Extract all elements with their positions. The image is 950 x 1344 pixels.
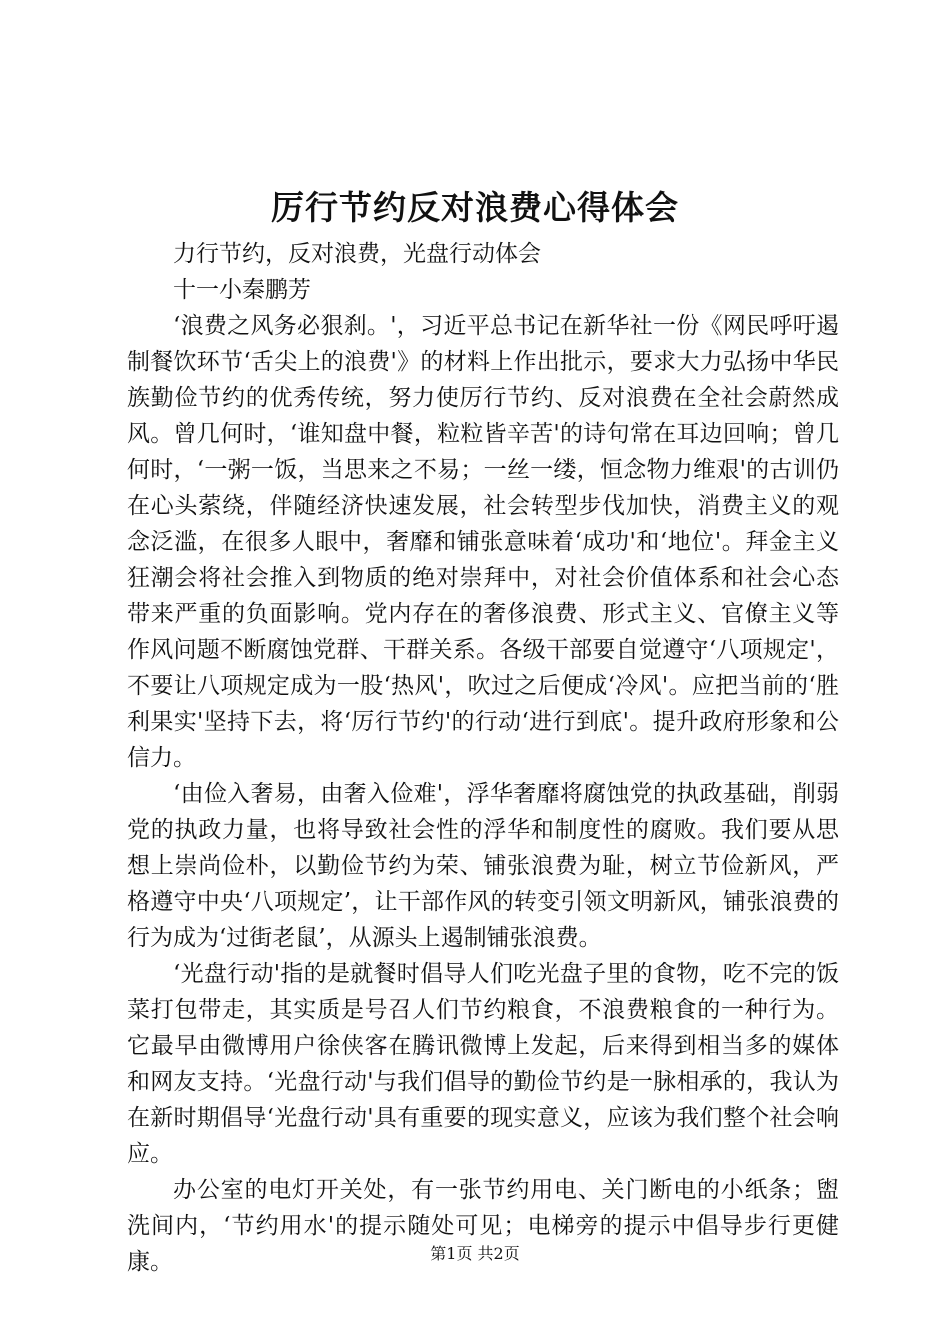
paragraph-3: ‘光盘行动'指的是就餐时倡导人们吃光盘子里的食物，吃不完的饭菜打包带走，其实质是号召人们节约粮食，不浪费粮食的一种行为。它最早由微博用户徐侠客在腾讯微博上发起，后来得到相当多的媒体和网友支持。‘光盘行动'与我们倡导的勤俭节约是一脉相承的，我认为在新时期倡导‘光盘行动'具有重要的现实意义，应该为我们整个社会响应。 xyxy=(127,961,839,1167)
page-footer: 第1页 共2页 xyxy=(430,1244,520,1263)
document-title: 厉行节约反对浪费心得体会 xyxy=(271,188,679,227)
paragraph-author: 十一小秦鹏芳 xyxy=(173,277,311,303)
paragraph-1: ‘浪费之风务必狠刹。'，习近平总书记在新华社一份《网民呼吁遏制餐饮环节‘舌尖上的浪费'》的材料上作出批示，要求大力弘扬中华民族勤俭节约的优秀传统，努力使厉行节约、反对浪费在全社会蔚然成风。曾几何时，‘谁知盘中餐，粒粒皆辛苦'的诗句常在耳边回响；曾几何时，‘一粥一饭，当思来之不易；一丝一缕，恒念物力维艰'的古训仍在心头萦绕，伴随经济快速发展，社会转型步伐加快，消费主义的观念泛滥，在很多人眼中，奢靡和铺张意味着‘成功'和‘地位'。拜金主义狂潮会将社会推入到物质的绝对崇拜中，对社会价值体系和社会心态带来严重的负面影响。党内存在的奢侈浪费、形式主义、官僚主义等作风问题不断腐蚀党群、干群关系。各级干部要自觉遵守‘八项规定'，不要让八项规定成为一股‘热风'，吹过之后便成‘冷风'。应把当前的‘胜利果实'坚持下去，将‘厉行节约'的行动‘进行到底'。提升政府形象和公信力。 xyxy=(127,313,839,771)
paragraph-4: 办公室的电灯开关处，有一张节约用电、关门断电的小纸条；盥洗间内，‘节约用水'的提示随处可见；电梯旁的提示中倡导步行更健康。 xyxy=(127,1177,839,1275)
document-body xyxy=(127,236,839,1280)
paragraph-2: ‘由俭入奢易，由奢入俭难'，浮华奢靡将腐蚀党的执政基础，削弱党的执政力量，也将导致社会性的浮华和制度性的腐败。我们要从思想上崇尚俭朴，以勤俭节约为荣、铺张浪费为耻，树立节俭新风，严格遵守中央‘八项规定’，让干部作风的转变引领文明新风，铺张浪费的行为成为‘过街老鼠’，从源头上遏制铺张浪费。 xyxy=(127,781,839,951)
paragraph-subtitle: 力行节约，反对浪费，光盘行动体会 xyxy=(173,241,541,267)
